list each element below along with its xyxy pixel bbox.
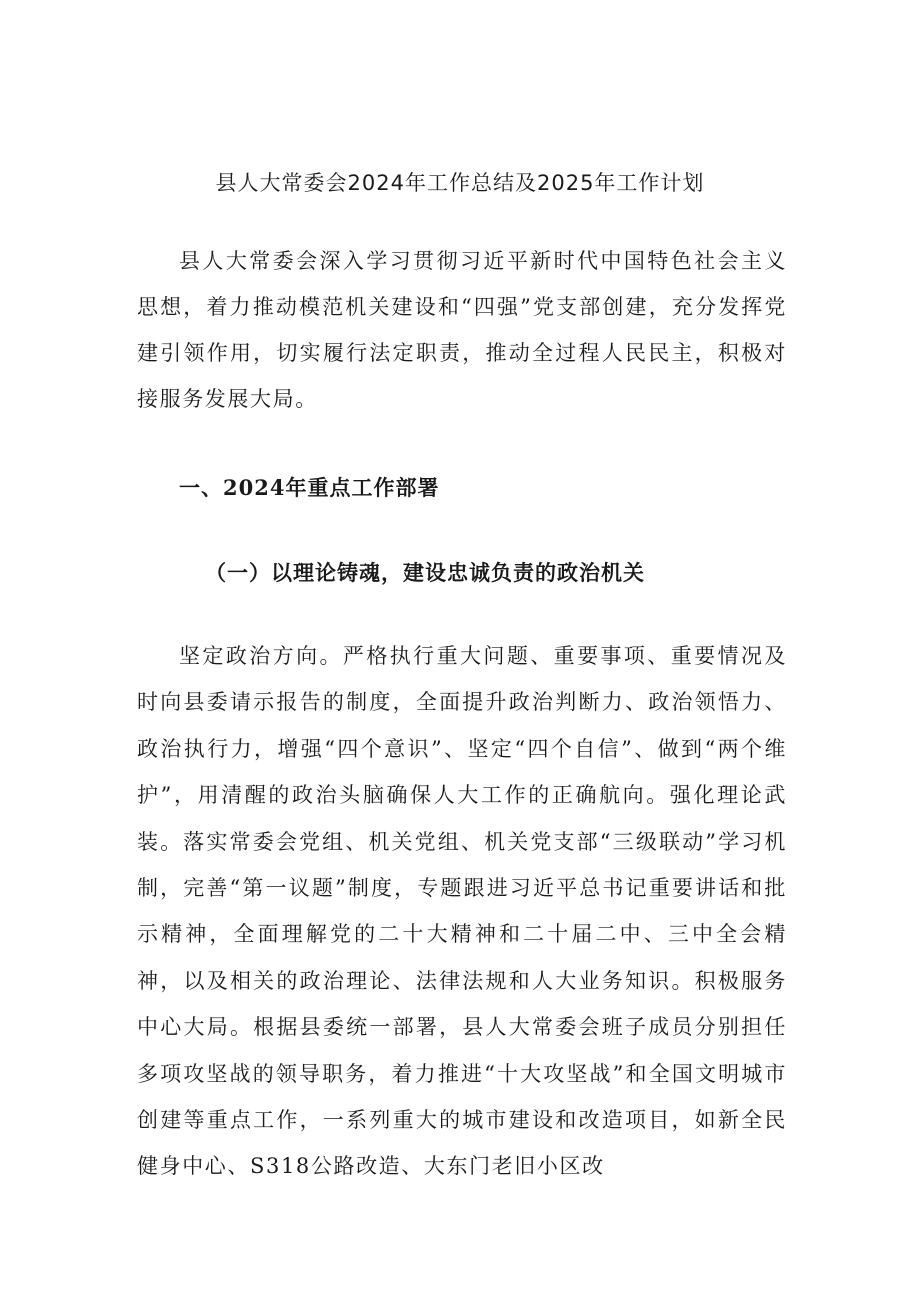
- intro-paragraph: 县人大常委会深入学习贯彻习近平新时代中国特色社会主义思想，着力推动模范机关建设和“四强”党支部创建，充分发挥党建引领作用，切实履行法定职责，推动全过程人民民主，积极对接服务发展大局。: [137, 249, 787, 411]
- body-paragraph: 坚定政治方向。严格执行重大问题、重要事项、重要情况及时向县委请示报告的制度，全面提升政治判断力、政治领悟力、政治执行力，增强“四个意识”、坚定“四个自信”、做到“两个维护”，用清醒的政治头脑确保人大工作的正确航向。强化理论武装。落实常委会党组、机关党组、机关党支部“三级联动”学习机制，完善“第一议题”制度，专题跟进习近平总书记重要讲话和批示精神，全面理解党的二十大精神和二十届二中、三中全会精神，以及相关的政治理论、法律法规和人大业务知识。积极服务中心大局。根据县委统一部署，县人大常委会班子成员分别担任多项攻坚战的领导职务，着力推进“十大攻坚战”和全国文明城市创建等重点工作，一系列重大的城市建设和改造项目，如新全民健身中心、S318公路改造、大东门老旧小区改: [137, 644, 787, 1179]
- section-heading: 一、2024年重点工作部署: [179, 475, 440, 500]
- subsection-heading: （一）以理论铸魂，建设忠诚负责的政治机关: [205, 560, 645, 585]
- document-title: 县人大常委会2024年工作总结及2025年工作计划: [215, 171, 705, 195]
